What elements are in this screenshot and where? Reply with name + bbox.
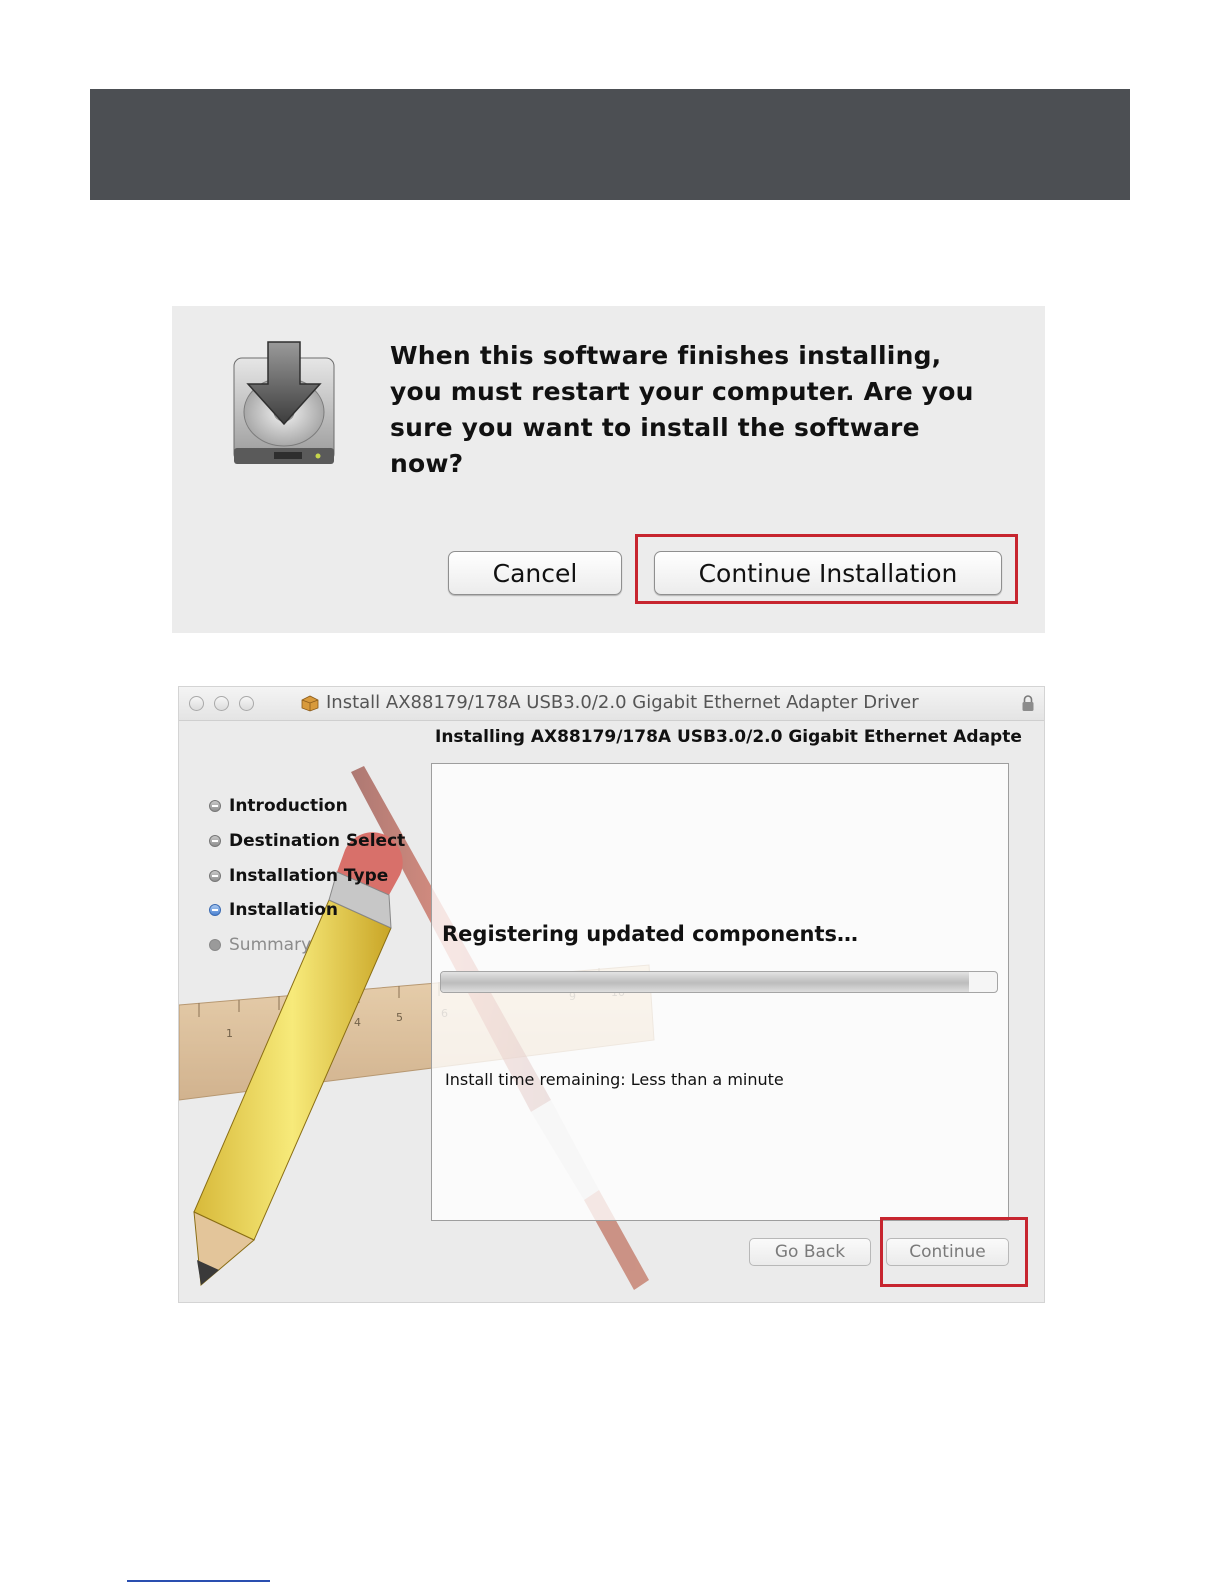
restart-alert-dialog xyxy=(172,306,1045,633)
highlight-box xyxy=(880,1217,1028,1287)
time-remaining: Install time remaining: Less than a minute xyxy=(445,1070,784,1089)
zoom-window-button[interactable] xyxy=(239,696,254,711)
step-label: Installation Type xyxy=(229,866,389,886)
step-destination-select xyxy=(209,829,405,853)
installer-window xyxy=(178,686,1045,1303)
highlight-box xyxy=(635,534,1018,604)
step-installation-type xyxy=(209,864,388,888)
cancel-button[interactable]: Cancel xyxy=(448,551,622,595)
step-installation xyxy=(209,898,338,922)
window-title: Install AX88179/178A USB3.0/2.0 Gigabit Ethernet Adapter Driver xyxy=(326,692,919,713)
step-done-icon xyxy=(209,800,221,812)
disk-install-icon xyxy=(230,338,338,470)
footer-link-underline xyxy=(127,1580,270,1582)
continue-installation-button[interactable]: Continue Installation xyxy=(654,551,1002,595)
status-text: Registering updated components… xyxy=(442,922,858,946)
svg-text:5: 5 xyxy=(396,1011,403,1024)
installation-panel xyxy=(431,763,1009,1221)
progress-fill xyxy=(441,972,969,992)
step-pending-icon xyxy=(209,939,221,951)
close-window-button[interactable] xyxy=(189,696,204,711)
continue-button[interactable]: Continue xyxy=(886,1238,1009,1266)
title-bar[interactable] xyxy=(179,687,1044,721)
header-bar xyxy=(90,89,1130,200)
svg-text:1: 1 xyxy=(226,1027,233,1040)
installer-heading: Installing AX88179/178A USB3.0/2.0 Gigabit Ethernet Adapte xyxy=(435,727,1022,747)
step-introduction xyxy=(209,794,348,818)
step-active-icon xyxy=(209,904,221,916)
go-back-button[interactable]: Go Back xyxy=(749,1238,871,1266)
progress-bar xyxy=(440,971,998,993)
alert-message: When this software finishes installing, you must restart your computer. Are you sure you want to install the software now? xyxy=(390,341,974,478)
step-label: Summary xyxy=(229,935,312,955)
minimize-window-button[interactable] xyxy=(214,696,229,711)
step-done-icon xyxy=(209,835,221,847)
lock-icon[interactable] xyxy=(1021,694,1035,712)
step-label: Destination Select xyxy=(229,831,406,851)
step-done-icon xyxy=(209,870,221,882)
step-summary xyxy=(209,933,311,957)
step-label: Installation xyxy=(229,900,339,920)
step-label: Introduction xyxy=(229,796,348,816)
package-icon xyxy=(301,695,319,712)
svg-text:4: 4 xyxy=(354,1016,361,1029)
